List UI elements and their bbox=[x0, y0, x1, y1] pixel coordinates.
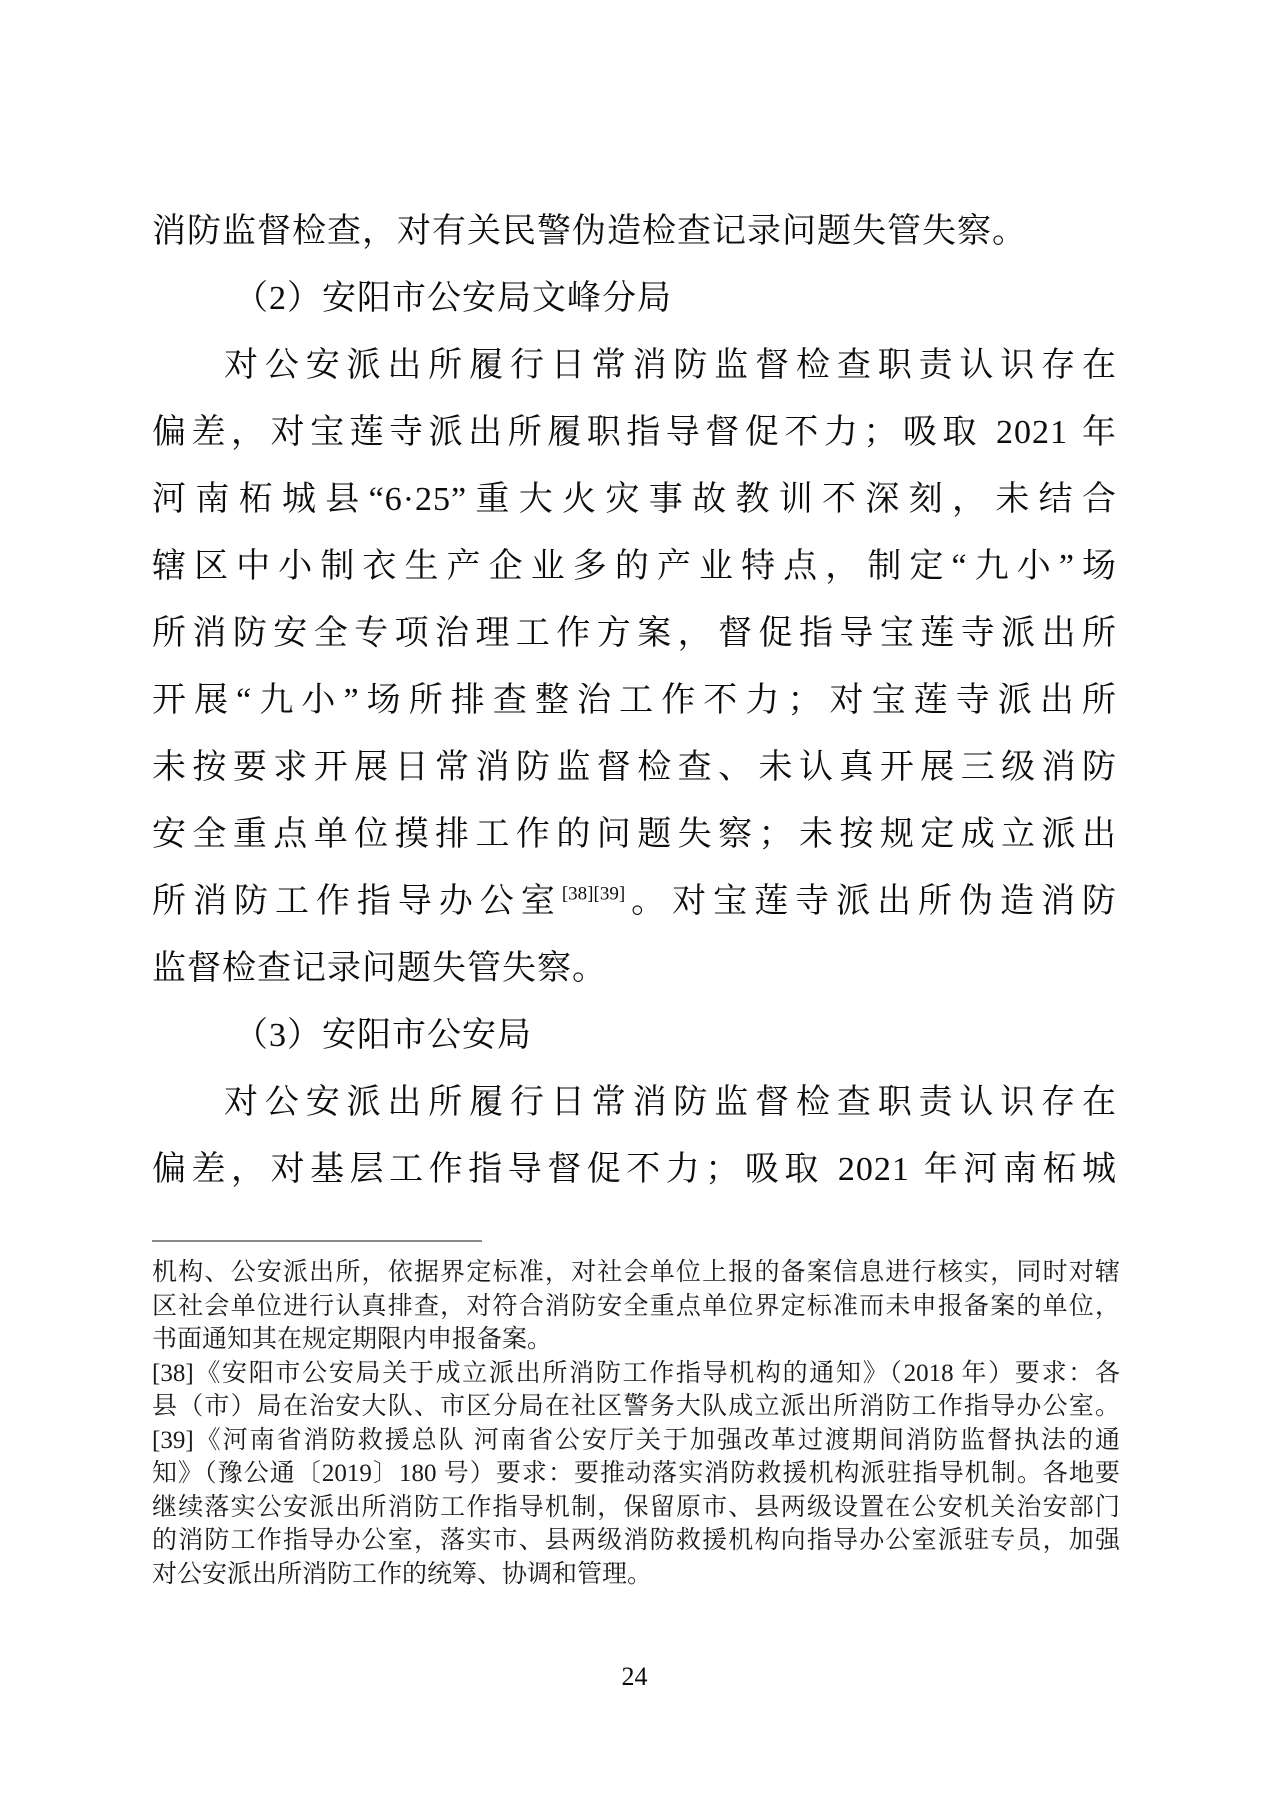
footnote-line-39: [39]《河南省消防救援总队 河南省公安厅关于加强改革过渡期间消防监督执法的通 bbox=[152, 1426, 1120, 1454]
body-line bbox=[152, 868, 1117, 935]
footnote-line-39: 继续落实公安派出所消防工作指导机制，保留原市、县两级设置在公安机关治安部门 bbox=[152, 1493, 1120, 1521]
body-line-text: 。对宝莲寺派出所伪造消防 bbox=[625, 883, 1118, 920]
section-heading-2: （2）安阳市公安局文峰分局 bbox=[234, 280, 672, 317]
section-heading-3: （3）安阳市公安局 bbox=[234, 1017, 532, 1054]
body-line: 辖区中小制衣生产企业多的产业特点，制定“九小”场 bbox=[152, 548, 1117, 585]
page-number: 24 bbox=[621, 1662, 648, 1691]
body-line: 未按要求开展日常消防监督检查、未认真开展三级消防 bbox=[152, 749, 1117, 786]
footnote-line-39: 知》（豫公通〔2019〕180 号）要求：要推动落实消防救援机构派驻指导机制。各地要 bbox=[152, 1460, 1120, 1487]
body-line: 开展“九小”场所排查整治工作不力；对宝莲寺派出所 bbox=[152, 682, 1117, 719]
body-line: 偏差，对宝莲寺派出所履职指导督促不力；吸取 2021 年 bbox=[152, 414, 1117, 451]
footnote-line-38: 县（市）局在治安大队、市区分局在社区警务大队成立派出所消防工作指导办公室。 bbox=[152, 1393, 1120, 1420]
body-text-block bbox=[152, 198, 1117, 1203]
footnotes-block bbox=[152, 1240, 1120, 1591]
body-line-text: 所消防工作指导办公室 bbox=[152, 883, 562, 920]
body-line: 监督检查记录问题失管失察。 bbox=[152, 950, 607, 987]
body-line: 对公安派出所履行日常消防监督检查职责认识存在 bbox=[224, 347, 1117, 384]
body-line: 偏差，对基层工作指导督促不力；吸取 2021 年河南柘城 bbox=[152, 1151, 1117, 1188]
body-line: 消防监督检查，对有关民警伪造检查记录问题失管失察。 bbox=[152, 213, 1027, 250]
body-line: 对公安派出所履行日常消防监督检查职责认识存在 bbox=[224, 1084, 1117, 1121]
body-line: 所消防安全专项治理工作方案，督促指导宝莲寺派出所 bbox=[152, 615, 1117, 652]
footnote-line: 机构、公安派出所，依据界定标准，对社会单位上报的备案信息进行核实，同时对辖 bbox=[152, 1259, 1120, 1286]
footnote-line: 区社会单位进行认真排查，对符合消防安全重点单位界定标准而未申报备案的单位， bbox=[152, 1292, 1120, 1320]
body-line: 安全重点单位摸排工作的问题失察；未按规定成立派出 bbox=[152, 816, 1117, 853]
body-line: 河南柘城县“6·25”重大火灾事故教训不深刻，未结合 bbox=[152, 481, 1117, 518]
footnote-line-39: 的消防工作指导办公室，落实市、县两级消防救援机构向指导办公室派驻专员，加强 bbox=[152, 1527, 1120, 1554]
footnote-ref-38-39: [38][39] bbox=[561, 883, 626, 905]
footnote-line-39: 对公安派出所消防工作的统筹、协调和管理。 bbox=[152, 1560, 653, 1588]
footnote-line: 书面通知其在规定期限内申报备案。 bbox=[152, 1326, 553, 1353]
footnote-line-38: [38]《安阳市公安局关于成立派出所消防工作指导机构的通知》（2018 年）要求：各 bbox=[152, 1359, 1120, 1387]
footnote-separator bbox=[152, 1240, 482, 1242]
